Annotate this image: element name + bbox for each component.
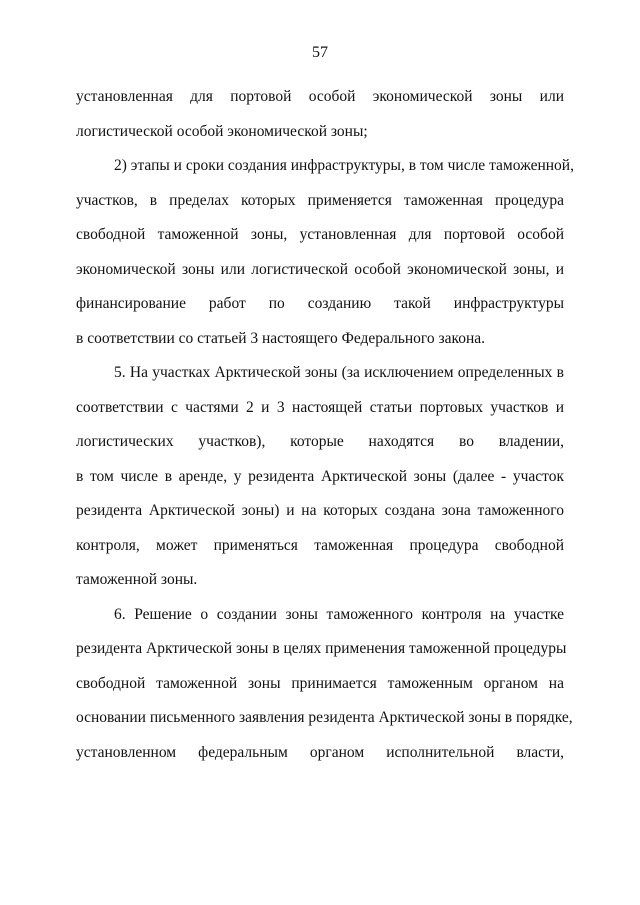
text-line: экономической зоны или логистической особой экономической зоны, и [76,260,564,278]
text-line: контроля, может применяться таможенная процедура свободной [76,536,564,554]
text-line: свободной таможенной зоны принимается таможенным органом на [76,674,564,692]
text-line: 6. Решение о создании зоны таможенного контроля на участке [114,605,564,623]
paragraph-point-6 [76,598,573,771]
text-line: соответствии с частями 2 и 3 настоящей статьи портовых участков и [76,398,564,416]
text-line: свободной таможенной зоны, установленная для портовой особой [76,226,564,243]
text-line: основании письменного заявления резидента Арктической зоны в порядке, [76,709,573,726]
text-line: в соответствии со статьей 3 настоящего Федерального закона. [76,329,486,347]
text-line: участков, в пределах которых применяется таможенная процедура [76,191,564,209]
document-body [76,80,574,770]
text-line: в том числе в аренде, у резидента Арктической зоны (далее - участок [76,467,564,485]
page-number: 57 [312,44,328,61]
text-line: таможенной зоны. [76,571,198,588]
text-line: логистических участков), которые находятся во владении, [76,433,564,450]
text-line: установленная для портовой особой экономической зоны или [76,88,564,105]
text-line: 2) этапы и сроки создания инфраструктуры, в том числе таможенной, [114,157,574,174]
text-line: резидента Арктической зоны в целях применения таможенной процедуры [76,640,567,657]
text-line: резидента Арктической зоны) и на которых создана зона таможенного [76,502,564,519]
paragraph-item-2 [76,149,574,356]
paragraph-point-5 [76,356,564,598]
text-line: 5. На участках Арктической зоны (за исключением определенных в [114,364,564,381]
text-line: установленном федеральным органом исполнительной власти, [76,743,564,761]
paragraph-continuation [76,80,564,149]
text-line: логистической особой экономической зоны; [76,122,368,140]
text-line: финансирование работ по созданию такой инфраструктуры [76,295,564,312]
